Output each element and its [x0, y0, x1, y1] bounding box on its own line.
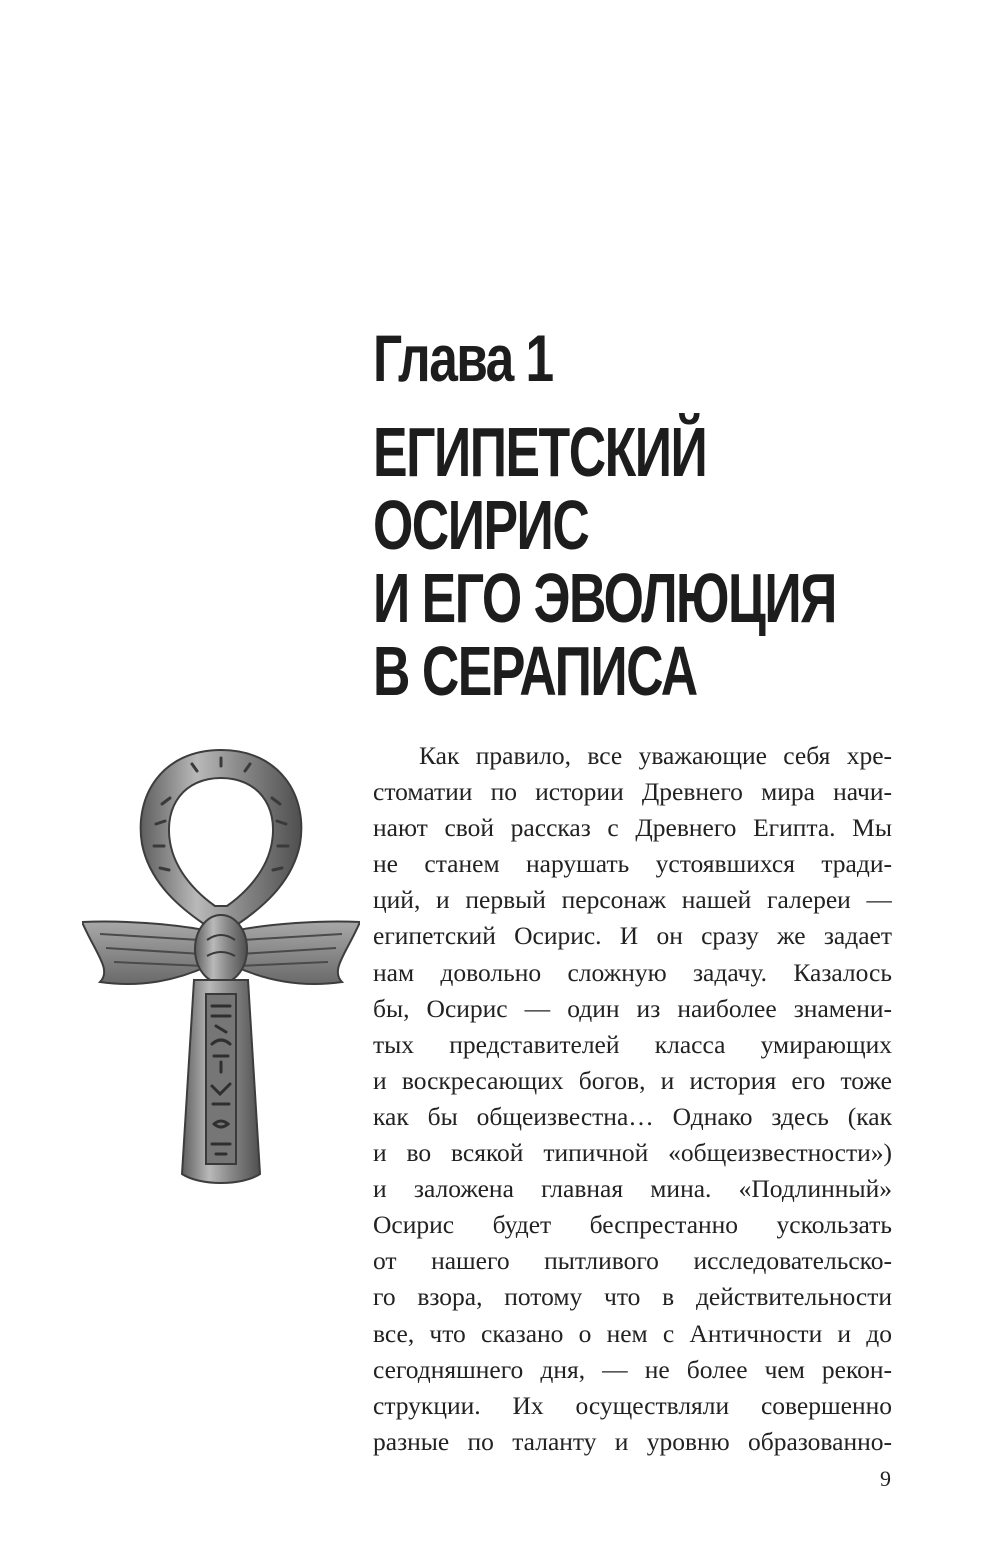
chapter-label: Глава 1	[373, 321, 553, 395]
text-line: от нашего пытливого исследовательско-	[373, 1246, 892, 1276]
text-line: струкции. Их осуществляли совершенно	[373, 1390, 892, 1420]
text-line: как бы общеизвестна… Однако здесь (как	[373, 1101, 892, 1131]
chapter-title-line: В СЕРАПИСА	[373, 632, 697, 710]
chapter-title	[373, 413, 836, 710]
text-line: разные по таланту и уровню образованно-	[373, 1426, 892, 1456]
chapter-title-line: ОСИРИС	[373, 486, 589, 564]
text-line: египетский Осирис. И он сразу же задает	[373, 921, 892, 951]
text-line: Осирис будет беспрестанно ускользать	[373, 1210, 892, 1240]
text-line: и воскресающих богов, и история его тоже	[373, 1065, 892, 1095]
text-line: Как правило, все уважающие себя хре-	[419, 741, 892, 770]
body-text	[373, 738, 892, 1460]
text-line: все, что сказано о нем с Античности и до	[373, 1318, 892, 1348]
text-line: нают свой рассказ с Древнего Египта. Мы	[373, 813, 892, 843]
text-line: и заложена главная мина. «Подлинный»	[373, 1174, 892, 1204]
text-line: и во всякой типичной «общеизвестности»)	[373, 1138, 892, 1168]
text-line: нам довольно сложную задачу. Казалось	[373, 957, 892, 987]
ankh-illustration	[82, 744, 360, 1190]
page-number: 9	[880, 1466, 891, 1491]
text-line: стоматии по истории Древнего мира начи-	[373, 777, 892, 807]
text-line: не станем нарушать устоявшихся тради-	[373, 849, 892, 879]
text-line: бы, Осирис — один из наиболее знамени-	[373, 993, 892, 1023]
chapter-title-line: И ЕГО ЭВОЛЮЦИЯ	[373, 559, 836, 637]
text-line: ций, и первый персонаж нашей галереи —	[373, 885, 892, 915]
text-line: го взора, потому что в действительности	[373, 1282, 892, 1312]
chapter-title-line: ЕГИПЕТСКИЙ	[373, 413, 707, 491]
text-line: тых представителей класса умирающих	[373, 1029, 892, 1059]
text-line: сегодняшнего дня, — не более чем рекон-	[373, 1354, 892, 1384]
